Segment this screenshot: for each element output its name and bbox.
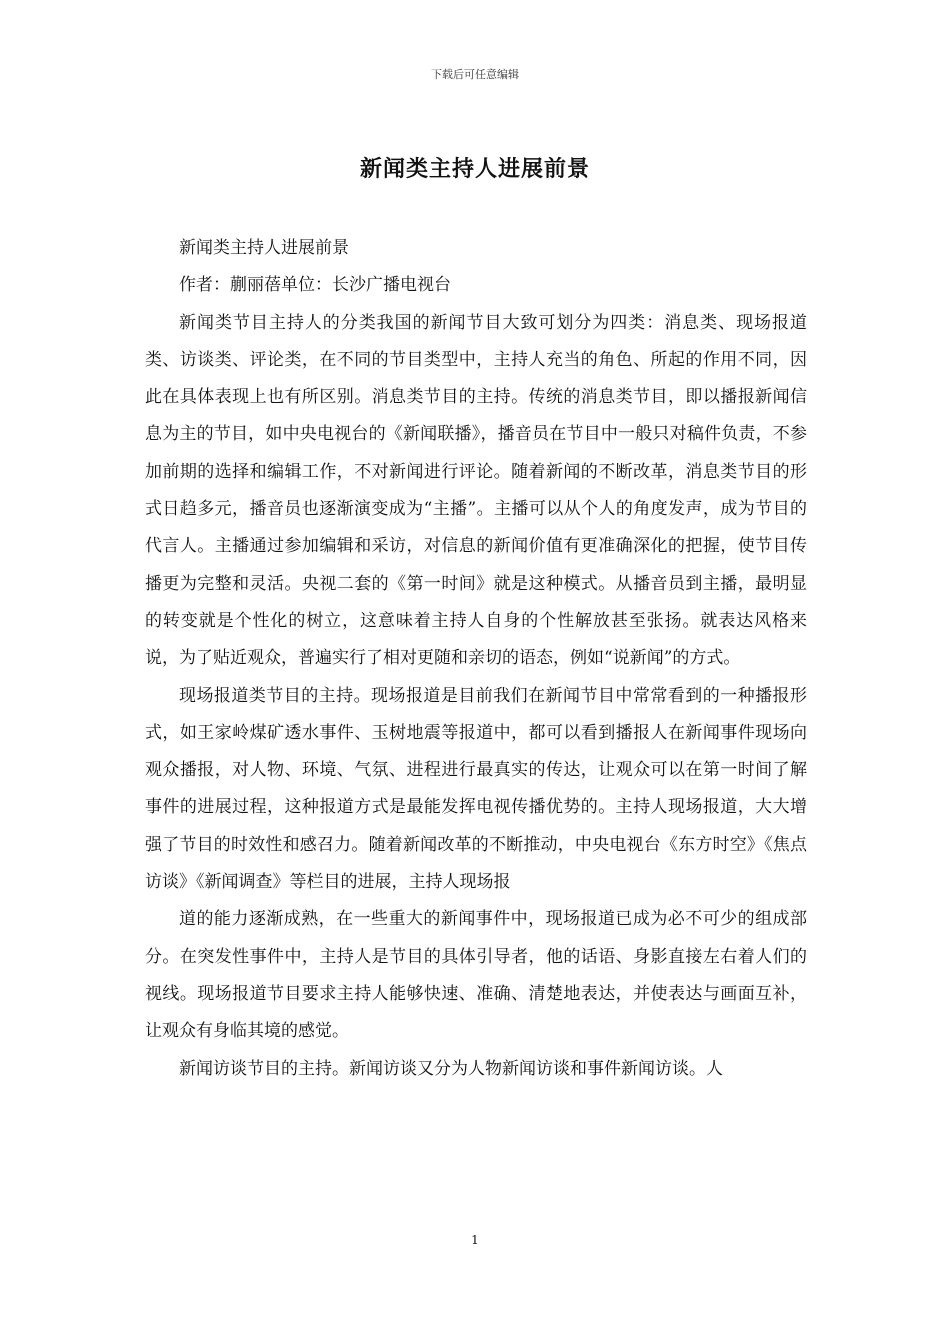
page-header: 下载后可任意编辑 xyxy=(431,68,519,81)
paragraph-subtitle: 新闻类主持人进展前景 xyxy=(179,238,349,258)
page-number: 1 xyxy=(471,1233,479,1247)
paragraph-interview: 新闻访谈节目的主持。新闻访谈又分为人物新闻访谈和事件新闻访谈。人 xyxy=(179,1058,723,1079)
paragraph-news-categories: 新闻类节目主持人的分类我国的新闻节目大致可划分为四类：消息类、现场报道类、访谈类、评论类，在不同的节目类型中，主持人充当的角色、所起的作用不同，因此在具体表现上也有所区别。消息类节目的主持。传统的消息类节目，即以播报新闻信息为主的节目，如中央电视台的《新闻联播》，播音员在节目中一般只对稿件负责，不参加前期的选择和编辑工作，不对新闻进行评论。随着新闻的不断改革，消息类节目的形式日趋多元，播音员也逐渐演变成为“主播”。主播可以从个人的角度发声，成为节目的代言人。主播通过参加编辑和采访，对信息的新闻价值有更准确深化的把握，使节目传播更为完整和灵活。央视二套的《第一时间》就是这种模式。从播音员到主播，最明显的转变就是个性化的树立，这意味着主持人自身的个性解放甚至张扬。就表达风格来说，为了贴近观众，普遍实行了相对更随和亲切的语态，例如“说新闻”的方式。 xyxy=(145,312,807,669)
paragraph-live-report-continued: 道的能力逐渐成熟，在一些重大的新闻事件中，现场报道已成为必不可少的组成部分。在突发性事件中，主持人是节目的具体引导者，他的话语、身影直接左右着人们的视线。现场报道节目要求主持人能够快速、准确、清楚地表达，并使表达与画面互补，让观众有身临其境的感觉。 xyxy=(145,909,807,1042)
document-body xyxy=(145,230,807,1088)
paragraph-live-report: 现场报道类节目的主持。现场报道是目前我们在新闻节目中常常看到的一种播报形式，如王家岭煤矿透水事件、玉树地震等报道中，都可以看到播报人在新闻事件现场向观众播报，对人物、环境、气氛、进程进行最真实的传达，让观众可以在第一时间了解事件的进展过程，这种报道方式是最能发挥电视传播优势的。主持人现场报道，大大增强了节目的时效性和感召力。随着新闻改革的不断推动，中央电视台《东方时空》《焦点访谈》《新闻调查》等栏目的进展，主持人现场报 xyxy=(145,685,807,893)
paragraph-author: 作者：蒯丽蓓单位：长沙广播电视台 xyxy=(179,275,451,296)
document-title: 新闻类主持人进展前景 xyxy=(359,156,590,182)
